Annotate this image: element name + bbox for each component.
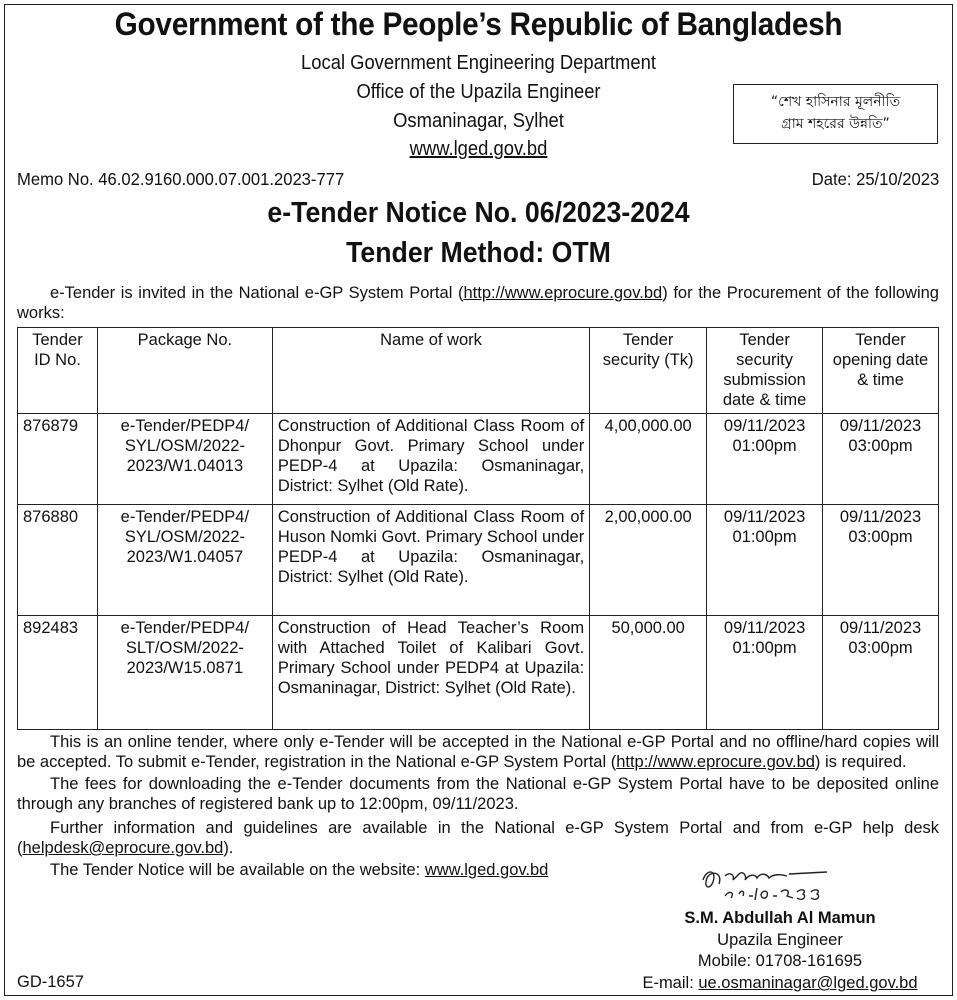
department-name: Local Government Engineering Department bbox=[301, 52, 656, 74]
header-submission-date: Tender security submission date & time bbox=[707, 328, 823, 414]
tender-security: 4,00,000.00 bbox=[590, 414, 707, 505]
tender-id: 876879 bbox=[18, 414, 98, 505]
p1-text-before: This is an online tender, where only e-Tender will be accepted in the National e-GP Portal and no offline/hard copies will be accepted. To submit e-Tender, registration in the National e-GP System Portal ( bbox=[17, 733, 939, 771]
submission-date-time bbox=[707, 414, 823, 505]
work-name: Construction of Additional Class Room of Huson Nomki Govt. Primary School under PEDP-4 at Upazila: Osmaninagar, District: Sylhet (Old Rate). bbox=[272, 505, 589, 616]
reference-code: GD-1657 bbox=[17, 973, 84, 991]
office-name: Office of the Upazila Engineer bbox=[356, 81, 601, 103]
header-package-no: Package No. bbox=[97, 328, 272, 414]
signatory-mobile: Mobile: 01708-161695 bbox=[697, 952, 863, 970]
header-opening-date: Tender opening date & time bbox=[823, 328, 939, 414]
notice-date: Date: 25/10/2023 bbox=[811, 169, 939, 189]
submission-time: 01:00pm bbox=[732, 528, 797, 546]
submission-date-time bbox=[707, 616, 823, 730]
header-name-of-work: Name of work bbox=[272, 328, 589, 414]
opening-time: 03:00pm bbox=[848, 639, 913, 657]
opening-date-time bbox=[823, 616, 939, 730]
package-no: e-Tender/PEDP4/ SYL/OSM/2022- 2023/W1.04057 bbox=[97, 505, 272, 616]
opening-date: 09/11/2023 bbox=[839, 508, 922, 526]
submission-date: 09/11/2023 bbox=[723, 619, 806, 637]
submission-date-time bbox=[707, 505, 823, 616]
website-link[interactable]: www.lged.gov.bd bbox=[424, 861, 549, 879]
tender-method: Tender Method: OTM bbox=[346, 237, 611, 269]
table-header-row bbox=[18, 328, 939, 414]
signatory-name: S.M. Abdullah Al Mamun bbox=[684, 909, 876, 927]
motto-box bbox=[733, 84, 938, 144]
online-tender-paragraph bbox=[17, 732, 939, 772]
header-tender-id: Tender ID No. bbox=[18, 328, 98, 414]
helpdesk-paragraph bbox=[17, 818, 939, 858]
helpdesk-email-link[interactable]: helpdesk@eprocure.gov.bd bbox=[22, 839, 224, 857]
email-label: E-mail: bbox=[642, 974, 699, 992]
memo-number: Memo No. 46.02.9160.000.07.001.2023-777 bbox=[17, 169, 345, 189]
opening-time: 03:00pm bbox=[848, 437, 913, 455]
work-name: Construction of Head Teacher’s Room with Attached Toilet of Kalibari Govt. Primary School under PEDP4 at Upazila: Osmaninagar, District: Sylhet (Old Rate). bbox=[272, 616, 589, 730]
intro-text-before: e-Tender is invited in the National e-GP System Portal ( bbox=[50, 284, 464, 302]
motto-line-1: “শেখ হাসিনার মূলনীতি bbox=[770, 94, 901, 110]
opening-date-time bbox=[823, 414, 939, 505]
submission-time: 01:00pm bbox=[732, 437, 797, 455]
tender-table bbox=[17, 327, 939, 730]
signatory-email bbox=[620, 973, 940, 993]
intro-text-after: ) for the Procurement of the following works: bbox=[17, 284, 939, 322]
opening-date-time bbox=[823, 505, 939, 616]
opening-date: 09/11/2023 bbox=[839, 417, 922, 435]
p3-text-after: ). bbox=[223, 839, 234, 857]
eprocure-link-2[interactable]: http://www.eprocure.gov.bd bbox=[616, 753, 815, 771]
header-tender-security: Tender security (Tk) bbox=[590, 328, 707, 414]
notice-title: e-Tender Notice No. 06/2023-2024 bbox=[267, 197, 690, 229]
tender-id: 892483 bbox=[18, 616, 98, 730]
table-row bbox=[18, 616, 939, 730]
handwritten-signature bbox=[695, 862, 850, 906]
p1-text-after: ) is required. bbox=[814, 753, 907, 771]
submission-date: 09/11/2023 bbox=[723, 417, 806, 435]
opening-date: 09/11/2023 bbox=[839, 619, 922, 637]
signatory-email-link[interactable]: ue.osmaninagar@lged.gov.bd bbox=[698, 974, 918, 992]
work-name: Construction of Additional Class Room of Dhonpur Govt. Primary School under PEDP-4 at Upazila: Osmaninagar, District: Sylhet (Old Rate). bbox=[272, 414, 589, 505]
opening-time: 03:00pm bbox=[848, 528, 913, 546]
signatory-designation: Upazila Engineer bbox=[717, 931, 843, 949]
submission-time: 01:00pm bbox=[732, 639, 797, 657]
submission-date: 09/11/2023 bbox=[723, 508, 806, 526]
office-location: Osmaninagar, Sylhet bbox=[393, 110, 564, 132]
p3-text-before: Further information and guidelines are available in the National e-GP System Portal and from e-GP help desk ( bbox=[17, 819, 939, 857]
package-no: e-Tender/PEDP4/ SYL/OSM/2022- 2023/W1.04013 bbox=[97, 414, 272, 505]
eprocure-link[interactable]: http://www.eprocure.gov.bd bbox=[463, 284, 663, 302]
table-row bbox=[18, 505, 939, 616]
header-website-link[interactable]: www.lged.gov.bd bbox=[409, 138, 548, 160]
fees-paragraph: The fees for downloading the e-Tender documents from the National e-GP System Portal have to be deposited online through any branches of registered bank up to 12:00pm, 09/11/2023. bbox=[17, 775, 939, 813]
tender-id: 876880 bbox=[18, 505, 98, 616]
package-no: e-Tender/PEDP4/ SLT/OSM/2022- 2023/W15.0871 bbox=[97, 616, 272, 730]
tender-security: 2,00,000.00 bbox=[590, 505, 707, 616]
tender-security: 50,000.00 bbox=[590, 616, 707, 730]
government-title: Government of the People’s Republic of Bangladesh bbox=[114, 6, 843, 42]
p4-text-before: The Tender Notice will be available on the website: bbox=[50, 861, 425, 879]
motto-line-2: গ্রাম শহরের উন্নতি” bbox=[781, 116, 890, 132]
table-row bbox=[18, 414, 939, 505]
intro-paragraph bbox=[17, 283, 939, 323]
